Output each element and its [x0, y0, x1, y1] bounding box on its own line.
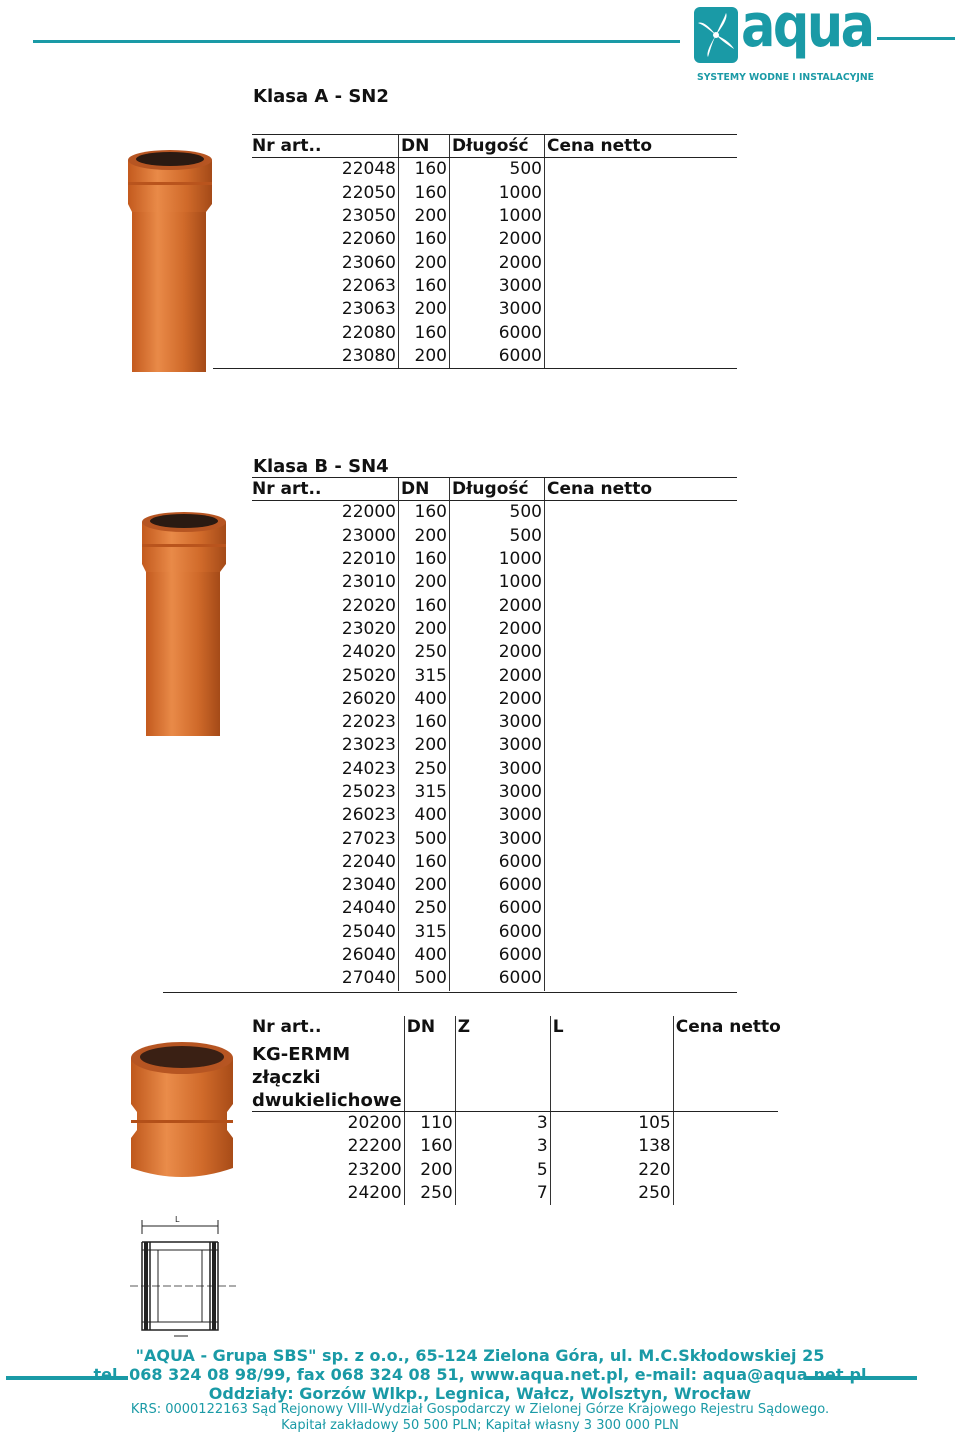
- table-cell: 3000: [450, 781, 545, 804]
- table-cell: 500: [450, 158, 545, 181]
- table-cell-empty: [545, 758, 736, 781]
- table-cell: 200: [404, 1159, 455, 1182]
- table-cell: 200: [399, 618, 450, 641]
- header-z: Z: [455, 1016, 550, 1112]
- table-cell: 200: [399, 525, 450, 548]
- footer-krs: KRS: 0000122163 Sąd Rejonowy VIII-Wydział Gospodarczy w Zielonej Górze Krajowego Rejestru Sądowego.: [130, 1402, 830, 1417]
- table-cell: 3000: [450, 298, 545, 321]
- table-cell: 6000: [450, 967, 545, 990]
- table-cell: 23040: [250, 874, 399, 897]
- table-cell-empty: [673, 1112, 783, 1135]
- brand-wordmark: aqua: [741, 0, 873, 61]
- table-cell: 2000: [450, 688, 545, 711]
- table-cell: 22080: [250, 321, 399, 344]
- table-cell: 26020: [250, 688, 399, 711]
- table-cell: 23060: [250, 251, 399, 274]
- table-cell: 160: [399, 594, 450, 617]
- table-row: [250, 758, 735, 781]
- table-cell: 23010: [250, 571, 399, 594]
- table-cell: 22063: [250, 275, 399, 298]
- table-cell-empty: [545, 967, 736, 990]
- table-row: [250, 548, 735, 571]
- header-l: L: [550, 1016, 673, 1112]
- header-nr-art: [250, 1016, 404, 1112]
- table-row: [250, 874, 735, 897]
- table-cell: 5: [455, 1159, 550, 1182]
- header-dlugosc: Długość: [450, 135, 545, 158]
- table-cell: 27040: [250, 967, 399, 990]
- table-cell: 138: [550, 1135, 673, 1158]
- table-cell: 3000: [450, 758, 545, 781]
- table-cell: 22040: [250, 851, 399, 874]
- table-cell: 6000: [450, 874, 545, 897]
- table-cell: 22048: [250, 158, 399, 181]
- table-row: [250, 594, 735, 617]
- table-cell: 26023: [250, 804, 399, 827]
- section-b-header-rule: [252, 500, 737, 501]
- table-cell: 160: [399, 851, 450, 874]
- table-cell: 500: [450, 501, 545, 524]
- table-row: [250, 711, 735, 734]
- table-row: [250, 525, 735, 548]
- table-cell: 160: [399, 501, 450, 524]
- table-row: [250, 944, 735, 967]
- table-cell-empty: [545, 251, 736, 274]
- table-row: [250, 182, 735, 205]
- table-cell-empty: [545, 641, 736, 664]
- section-a-title: Klasa A - SN2: [253, 86, 389, 107]
- table-cell: 23000: [250, 525, 399, 548]
- table-cell: 23080: [250, 345, 399, 368]
- pipe-sn2-image: [126, 142, 216, 372]
- table-cell: 24040: [250, 897, 399, 920]
- swirl-icon: [694, 7, 738, 63]
- table-cell-empty: [545, 594, 736, 617]
- table-cell: 22020: [250, 594, 399, 617]
- table-row: [250, 921, 735, 944]
- table-cell-empty: [673, 1135, 783, 1158]
- table-cell: 400: [399, 688, 450, 711]
- table-cell: 250: [399, 897, 450, 920]
- section-b-top-rule: [252, 477, 737, 478]
- table-cell: 6000: [450, 921, 545, 944]
- table-cell: 25040: [250, 921, 399, 944]
- header-dn: DN: [404, 1016, 455, 1112]
- table-row: [250, 897, 735, 920]
- section-b-table: [250, 478, 735, 991]
- table-cell: 22060: [250, 228, 399, 251]
- section-c-header-rule: [252, 1111, 778, 1112]
- table-row: [250, 275, 735, 298]
- footer-address: "AQUA - Grupa SBS" sp. z o.o., 65-124 Zielona Góra, ul. M.C.Skłodowskiej 25: [135, 1346, 825, 1365]
- table-row: [250, 251, 735, 274]
- table-cell-empty: [545, 228, 736, 251]
- table-row: [250, 298, 735, 321]
- table-cell: 500: [399, 827, 450, 850]
- table-cell: 315: [399, 781, 450, 804]
- table-cell: 22023: [250, 711, 399, 734]
- table-row: [250, 1112, 783, 1135]
- table-cell: 200: [399, 874, 450, 897]
- table-row: [250, 618, 735, 641]
- table-cell-empty: [545, 548, 736, 571]
- table-cell-empty: [545, 781, 736, 804]
- table-cell: 105: [550, 1112, 673, 1135]
- header-dn: DN: [399, 478, 450, 501]
- table-row: [250, 781, 735, 804]
- drawing-label-l: L: [175, 1215, 180, 1224]
- table-cell: 24023: [250, 758, 399, 781]
- table-cell-empty: [545, 711, 736, 734]
- table-cell-empty: [545, 501, 736, 524]
- table-cell: 250: [550, 1182, 673, 1205]
- table-cell: 23063: [250, 298, 399, 321]
- table-cell: 27023: [250, 827, 399, 850]
- table-cell: 500: [399, 967, 450, 990]
- brand-logo: [694, 0, 874, 83]
- table-cell: 400: [399, 944, 450, 967]
- table-cell-empty: [545, 874, 736, 897]
- table-cell: 22200: [250, 1135, 404, 1158]
- table-row: [250, 1135, 783, 1158]
- table-cell: 160: [404, 1135, 455, 1158]
- table-cell-empty: [545, 688, 736, 711]
- header-rule-left: [33, 40, 680, 43]
- table-cell: 2000: [450, 641, 545, 664]
- pipe-sn4-image: [140, 506, 230, 736]
- header-nr-art: Nr art..: [250, 135, 399, 158]
- table-cell: 1000: [450, 205, 545, 228]
- table-cell: 2000: [450, 664, 545, 687]
- header-cena-netto: Cena netto: [675, 1017, 781, 1037]
- table-cell-empty: [545, 345, 736, 368]
- table-cell: 22050: [250, 182, 399, 205]
- table-cell: 24200: [250, 1182, 404, 1205]
- table-cell-empty: [545, 827, 736, 850]
- table-cell: 3000: [450, 275, 545, 298]
- table-cell-empty: [545, 158, 736, 181]
- table-cell: 22010: [250, 548, 399, 571]
- table-row: [250, 345, 735, 368]
- table-row: [250, 664, 735, 687]
- section-a-header-rule: [252, 157, 737, 158]
- table-cell-empty: [673, 1159, 783, 1182]
- table-cell: 3: [455, 1112, 550, 1135]
- table-cell: 110: [404, 1112, 455, 1135]
- header-dlugosc: Długość: [450, 478, 545, 501]
- table-row: [250, 1182, 783, 1205]
- product-title-line-1: KG-ERMM: [252, 1044, 351, 1065]
- table-cell: 6000: [450, 321, 545, 344]
- table-cell: 23050: [250, 205, 399, 228]
- table-cell-empty: [673, 1182, 783, 1205]
- table-row: [250, 688, 735, 711]
- header-nr-art: Nr art..: [250, 478, 399, 501]
- table-cell: 1000: [450, 182, 545, 205]
- table-cell-empty: [545, 618, 736, 641]
- table-cell: 200: [399, 298, 450, 321]
- table-cell: 6000: [450, 944, 545, 967]
- table-cell-empty: [545, 897, 736, 920]
- table-cell-empty: [545, 734, 736, 757]
- table-cell: 160: [399, 548, 450, 571]
- table-cell: 26040: [250, 944, 399, 967]
- table-cell: 3000: [450, 804, 545, 827]
- brand-tagline: SYSTEMY WODNE I INSTALACYJNE: [697, 72, 874, 83]
- table-cell: 250: [399, 758, 450, 781]
- header-cena-netto: Cena netto: [547, 136, 653, 157]
- section-a-top-rule: [252, 134, 737, 135]
- table-cell: 6000: [450, 851, 545, 874]
- table-cell: 200: [399, 251, 450, 274]
- table-cell: 6000: [450, 345, 545, 368]
- table-cell: 200: [399, 205, 450, 228]
- table-cell-empty: [545, 571, 736, 594]
- footer-branches: Oddziały: Gorzów Wlkp., Legnica, Wałcz, Wolsztyn, Wrocław: [208, 1384, 752, 1403]
- table-cell: 25020: [250, 664, 399, 687]
- table-cell: 2000: [450, 618, 545, 641]
- table-cell: 3000: [450, 711, 545, 734]
- coupler-image: [127, 1034, 237, 1184]
- header-dn: DN: [399, 135, 450, 158]
- table-header-row: [250, 1016, 783, 1112]
- table-cell: 20200: [250, 1112, 404, 1135]
- coupler-technical-drawing: [126, 1212, 246, 1342]
- table-cell: 22000: [250, 501, 399, 524]
- table-row: [250, 501, 735, 524]
- table-header-row: [250, 478, 735, 501]
- table-cell: 160: [399, 321, 450, 344]
- table-cell-empty: [545, 182, 736, 205]
- table-cell: 24020: [250, 641, 399, 664]
- table-cell: 250: [404, 1182, 455, 1205]
- table-cell-empty: [545, 664, 736, 687]
- table-cell: 220: [550, 1159, 673, 1182]
- table-header-row: [250, 135, 735, 158]
- table-cell: 1000: [450, 548, 545, 571]
- product-title-line-3: dwukielichowe: [252, 1090, 402, 1111]
- table-cell: 250: [399, 641, 450, 664]
- table-cell-empty: [545, 804, 736, 827]
- table-cell: 315: [399, 921, 450, 944]
- table-cell: 200: [399, 734, 450, 757]
- table-cell: 2000: [450, 594, 545, 617]
- section-b-title: Klasa B - SN4: [253, 456, 389, 477]
- table-cell: 1000: [450, 571, 545, 594]
- table-cell: 3: [455, 1135, 550, 1158]
- table-cell-empty: [545, 921, 736, 944]
- table-cell: 200: [399, 571, 450, 594]
- table-row: [250, 641, 735, 664]
- table-row: [250, 205, 735, 228]
- table-cell-empty: [545, 275, 736, 298]
- table-row: [250, 321, 735, 344]
- table-cell: 2000: [450, 228, 545, 251]
- table-cell: 25023: [250, 781, 399, 804]
- table-cell-empty: [545, 944, 736, 967]
- table-row: [250, 827, 735, 850]
- table-cell: 23023: [250, 734, 399, 757]
- table-cell: 160: [399, 182, 450, 205]
- table-cell-empty: [545, 205, 736, 228]
- header-nr-art-label: Nr art..: [252, 1017, 322, 1037]
- table-row: [250, 804, 735, 827]
- header-cena-netto: Cena netto: [547, 479, 653, 500]
- table-row: [250, 851, 735, 874]
- table-cell: 3000: [450, 734, 545, 757]
- table-row: [250, 158, 735, 181]
- table-cell: 315: [399, 664, 450, 687]
- table-row: [250, 734, 735, 757]
- table-cell-empty: [545, 525, 736, 548]
- table-cell: 160: [399, 711, 450, 734]
- section-a-table: [250, 135, 735, 368]
- table-cell: 7: [455, 1182, 550, 1205]
- section-b-bottom-rule: [163, 992, 737, 993]
- table-cell: 500: [450, 525, 545, 548]
- table-cell: 23020: [250, 618, 399, 641]
- table-cell: 160: [399, 228, 450, 251]
- table-cell: 160: [399, 275, 450, 298]
- table-row: [250, 571, 735, 594]
- header-rule-right: [877, 37, 955, 40]
- section-a-bottom-rule: [213, 368, 737, 369]
- table-cell-empty: [545, 298, 736, 321]
- table-cell: 160: [399, 158, 450, 181]
- table-cell-empty: [545, 321, 736, 344]
- product-title-line-2: złączki: [252, 1067, 321, 1088]
- table-cell: 23200: [250, 1159, 404, 1182]
- table-cell: 400: [399, 804, 450, 827]
- table-row: [250, 967, 735, 990]
- table-row: [250, 1159, 783, 1182]
- table-cell: 3000: [450, 827, 545, 850]
- table-cell: 6000: [450, 897, 545, 920]
- table-cell: 2000: [450, 251, 545, 274]
- table-row: [250, 228, 735, 251]
- footer-contact: tel. 068 324 08 98/99, fax 068 324 08 51, www.aqua.net.pl, e-mail: aqua@aqua.net.pl: [93, 1365, 867, 1384]
- table-cell: 200: [399, 345, 450, 368]
- table-cell-empty: [545, 851, 736, 874]
- footer-capital: Kapitał zakładowy 50 500 PLN; Kapitał własny 3 300 000 PLN: [281, 1418, 679, 1433]
